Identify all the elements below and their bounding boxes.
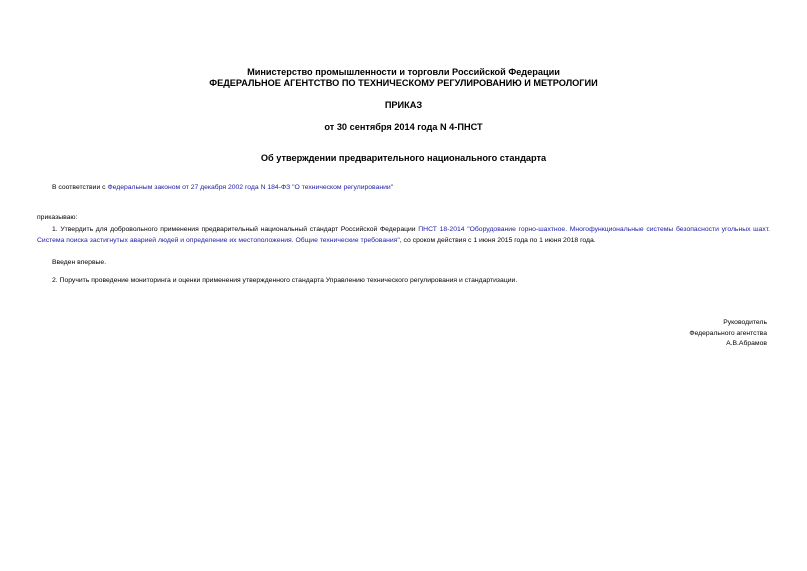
agency-name: ФЕДЕРАЛЬНОЕ АГЕНТСТВО ПО ТЕХНИЧЕСКОМУ РЕГУЛИРОВАНИЮ И МЕТРОЛОГИИ — [209, 78, 598, 88]
signature-title-line-1: Руководитель — [723, 319, 767, 326]
order-item-2: 2. Поручить проведение мониторинга и оценки применения утвержденного стандарта Управлению технического регулирования и стандартизации. — [52, 277, 518, 284]
signature-title-line-2: Федерального агентства — [689, 329, 767, 337]
basis-paragraph — [37, 182, 777, 193]
document-date-number: от 30 сентября 2014 года N 4-ПНСТ — [324, 122, 483, 132]
order-word: приказываю: — [37, 214, 78, 221]
introduced-note: Введен впервые. — [52, 259, 107, 266]
signature-block — [689, 318, 767, 350]
basis-prefix: В соответствии с — [52, 184, 108, 191]
order-item-1 — [37, 224, 770, 246]
document-subject: Об утверждении предварительного национального стандарта — [260, 153, 547, 163]
ministry-name: Министерство промышленности и торговли Российской Федерации — [247, 67, 560, 77]
signature-name: А.В.Абрамов — [726, 340, 767, 347]
document-type: ПРИКАЗ — [384, 100, 423, 110]
federal-law-link[interactable]: Федеральным законом от 27 декабря 2002 года N 184-ФЗ "О техническом регулировании" — [107, 184, 394, 191]
item1-suffix: , со сроком действия с 1 июня 2015 года по 1 июня 2018 года. — [399, 237, 596, 244]
item1-prefix: 1. Утвердить для добровольного применения предварительный национальный стандарт Российской Федерации — [52, 226, 419, 233]
standard-link[interactable]: ПНСТ 18-2014 "Оборудование горно-шахтное. Многофункциональные системы безопасности угольных шахт. Система поиска застигнутых аварией людей и определение их местоположения. Общие технические требования" — [37, 226, 770, 244]
